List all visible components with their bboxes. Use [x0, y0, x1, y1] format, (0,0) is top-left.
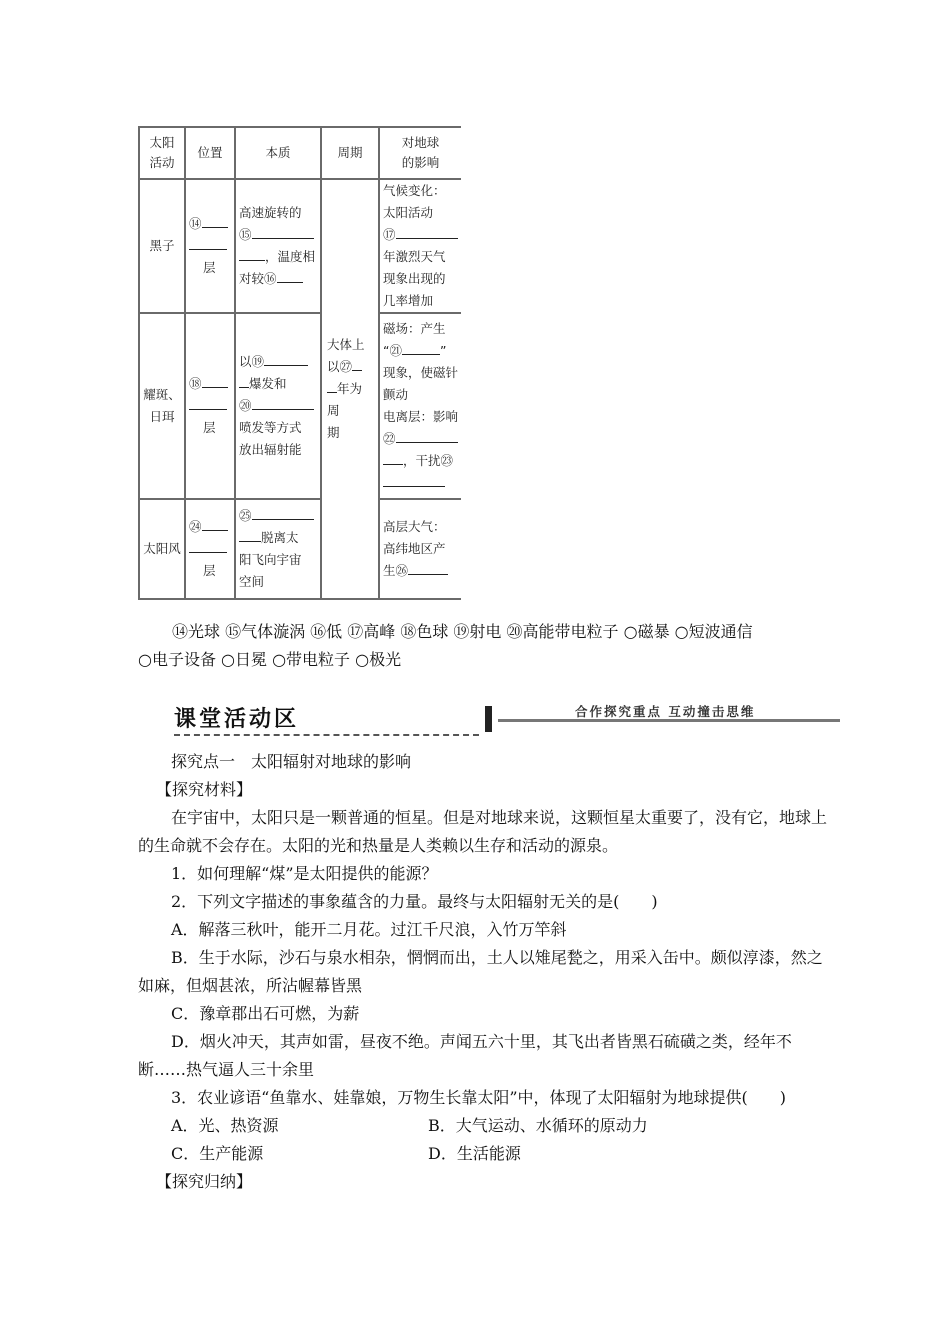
- activity-name: 黑子: [139, 179, 185, 313]
- header-activity: 太阳 活动: [139, 127, 185, 179]
- blank-line: [383, 450, 403, 465]
- impact-text: 电离层：影响: [383, 409, 459, 424]
- table-row-solar-wind: [139, 499, 461, 599]
- impact-text: 几率增加: [383, 293, 434, 308]
- activity-name: 太阳风: [139, 499, 185, 599]
- material-heading: 【探究材料】: [156, 780, 253, 799]
- impact-cell: [379, 179, 461, 313]
- table-row-flare: [139, 313, 461, 499]
- section-banner: [170, 700, 840, 744]
- header-position: 位置: [185, 127, 235, 179]
- layer-label: 层: [203, 563, 216, 578]
- question-2: 2．下列文字描述的事象蕴含的力量。最终与太阳辐射无关的是( ): [171, 892, 658, 911]
- blank-number: ⑰: [383, 227, 396, 242]
- header-period: 周期: [321, 127, 379, 179]
- blank-number: ⑭: [189, 216, 202, 231]
- position-cell: [185, 179, 235, 313]
- impact-text: 磁场：产生: [383, 321, 446, 336]
- activity-name: 耀斑、 日珥: [139, 313, 185, 499]
- q3-options-row-2: [138, 1140, 828, 1168]
- nature-text: 喷发等方式: [239, 420, 302, 435]
- main-content: [138, 748, 828, 1196]
- blank-line: [396, 428, 458, 443]
- nature-text: 放出辐射能: [239, 442, 302, 457]
- impact-text: ，干扰㉓: [403, 453, 454, 468]
- nature-text: 空间: [239, 574, 265, 589]
- answer-line: ○电子设备 ○日冕 ○带电粒子 ○极光: [138, 650, 402, 669]
- blank-number: 生㉖: [383, 563, 409, 578]
- blank-line: [189, 538, 227, 553]
- blank-number: ㉕: [239, 508, 252, 523]
- blank-number: ⑳: [239, 398, 252, 413]
- blank-line: [252, 395, 314, 410]
- table-header-row: [139, 127, 461, 179]
- table-row-sunspot: [139, 179, 461, 313]
- material-text: 在宇宙中，太阳只是一颗普通的恒星。但是对地球来说，这颗恒星太重要了，没有它，地球上的生命就不会存在。太阳的光和热量是人类赖以生存和活动的源泉。: [138, 808, 828, 855]
- option-c: C．生产能源: [171, 1144, 264, 1163]
- layer-label: 层: [203, 260, 216, 275]
- nature-text: 爆发和: [249, 376, 287, 391]
- blank-line: [189, 395, 227, 410]
- impact-text: 年激烈天气: [383, 249, 446, 264]
- blank-line: [202, 213, 228, 228]
- impact-text: 太阳活动: [383, 205, 434, 220]
- section-title: 探究点一 太阳辐射对地球的影响: [171, 752, 412, 771]
- nature-cell: [235, 499, 321, 599]
- blank-number: ㉔: [189, 519, 202, 534]
- blank-number: ㉒: [383, 431, 396, 446]
- solar-activity-table: [138, 126, 461, 600]
- blank-line: [396, 224, 458, 239]
- blank-line: [252, 505, 314, 520]
- blank-number: ⑮: [239, 227, 252, 242]
- nature-text: 脱离太: [261, 530, 299, 545]
- nature-text: ，温度相: [265, 249, 316, 264]
- answer-key: [138, 618, 838, 674]
- blank-line: [402, 340, 440, 355]
- header-impact: 对地球 的影响: [379, 127, 461, 179]
- impact-text: 现象出现的: [383, 271, 446, 286]
- layer-label: 层: [203, 420, 216, 435]
- option-a: A．光、热资源: [171, 1116, 279, 1135]
- impact-text: 现象，使磁针: [383, 365, 459, 380]
- impact-text: 高纬地区产: [383, 541, 446, 556]
- impact-text: 颤动: [383, 387, 409, 402]
- header-nature: 本质: [235, 127, 321, 179]
- option-b: B．大气运动、水循环的原动力: [428, 1116, 648, 1135]
- impact-cell: [379, 499, 461, 599]
- option-c: C．豫章郡出石可燃，为薪: [171, 1004, 360, 1023]
- blank-line: [383, 472, 445, 487]
- nature-cell: [235, 313, 321, 499]
- blank-number: “㉑: [383, 343, 402, 358]
- nature-cell: [235, 179, 321, 313]
- banner-dashed-rule: [174, 734, 479, 736]
- blank-number: 以⑲: [239, 354, 265, 369]
- q3-options-row-1: [138, 1112, 828, 1140]
- banner-title: 课堂活动区: [174, 707, 300, 732]
- blank-number: ⑱: [189, 376, 202, 391]
- period-text: 大体上: [327, 337, 365, 352]
- blank-line: [327, 378, 337, 393]
- period-text: 周: [327, 403, 340, 418]
- answer-line: ⑭光球 ⑮气体漩涡 ⑯低 ⑰高峰 ⑱色球 ⑲射电 ⑳高能带电粒子 ○磁暴 ○短波通信: [172, 622, 753, 641]
- option-a: A．解落三秋叶，能开二月花。过江千尺浪，入竹万竿斜: [171, 920, 567, 939]
- option-d: D．生活能源: [428, 1144, 521, 1163]
- period-cell: [321, 179, 379, 599]
- blank-line: [264, 351, 308, 366]
- banner-bar: [485, 706, 492, 732]
- blank-line: [252, 224, 314, 239]
- blank-line: [202, 373, 228, 388]
- blank-line: [239, 246, 265, 261]
- question-1: 1．如何理解“煤”是太阳提供的能源？: [171, 864, 438, 883]
- nature-text: 高速旋转的: [239, 205, 302, 220]
- impact-text: ”: [439, 343, 447, 358]
- blank-line: [239, 373, 249, 388]
- blank-line: [202, 516, 228, 531]
- nature-text: 阳飞向宇宙: [239, 552, 302, 567]
- option-d: D．烟火冲天，其声如雷，昼夜不绝。声闻五六十里，其飞出者皆黑石硫磺之类，经年不断……热气逼人三十余里: [138, 1032, 792, 1079]
- impact-text: 气候变化：: [383, 183, 446, 198]
- blank-line: [277, 268, 303, 283]
- blank-line: [352, 356, 362, 371]
- period-text: 期: [327, 425, 340, 440]
- impact-cell: [379, 313, 461, 499]
- period-text: 以㉗: [327, 359, 353, 374]
- position-cell: [185, 313, 235, 499]
- period-text: 年为: [337, 381, 363, 396]
- nature-text: 对较⑯: [239, 271, 277, 286]
- impact-text: 高层大气：: [383, 519, 446, 534]
- blank-line: [408, 560, 448, 575]
- summary-heading: 【探究归纳】: [156, 1172, 253, 1191]
- blank-line: [239, 527, 261, 542]
- banner-subtitle: 合作探究重点 互动撞击思维: [575, 704, 756, 719]
- position-cell: [185, 499, 235, 599]
- blank-line: [189, 235, 227, 250]
- question-3: 3．农业谚语“鱼靠水、娃靠娘，万物生长靠太阳”中，体现了太阳辐射为地球提供( ): [171, 1088, 787, 1107]
- option-b: B．生于水际，沙石与泉水相杂，惘惘而出，土人以雉尾甃之，用采入缶中。颇似淳漆，然之如麻，但烟甚浓，所沾幄幕皆黑: [138, 948, 823, 995]
